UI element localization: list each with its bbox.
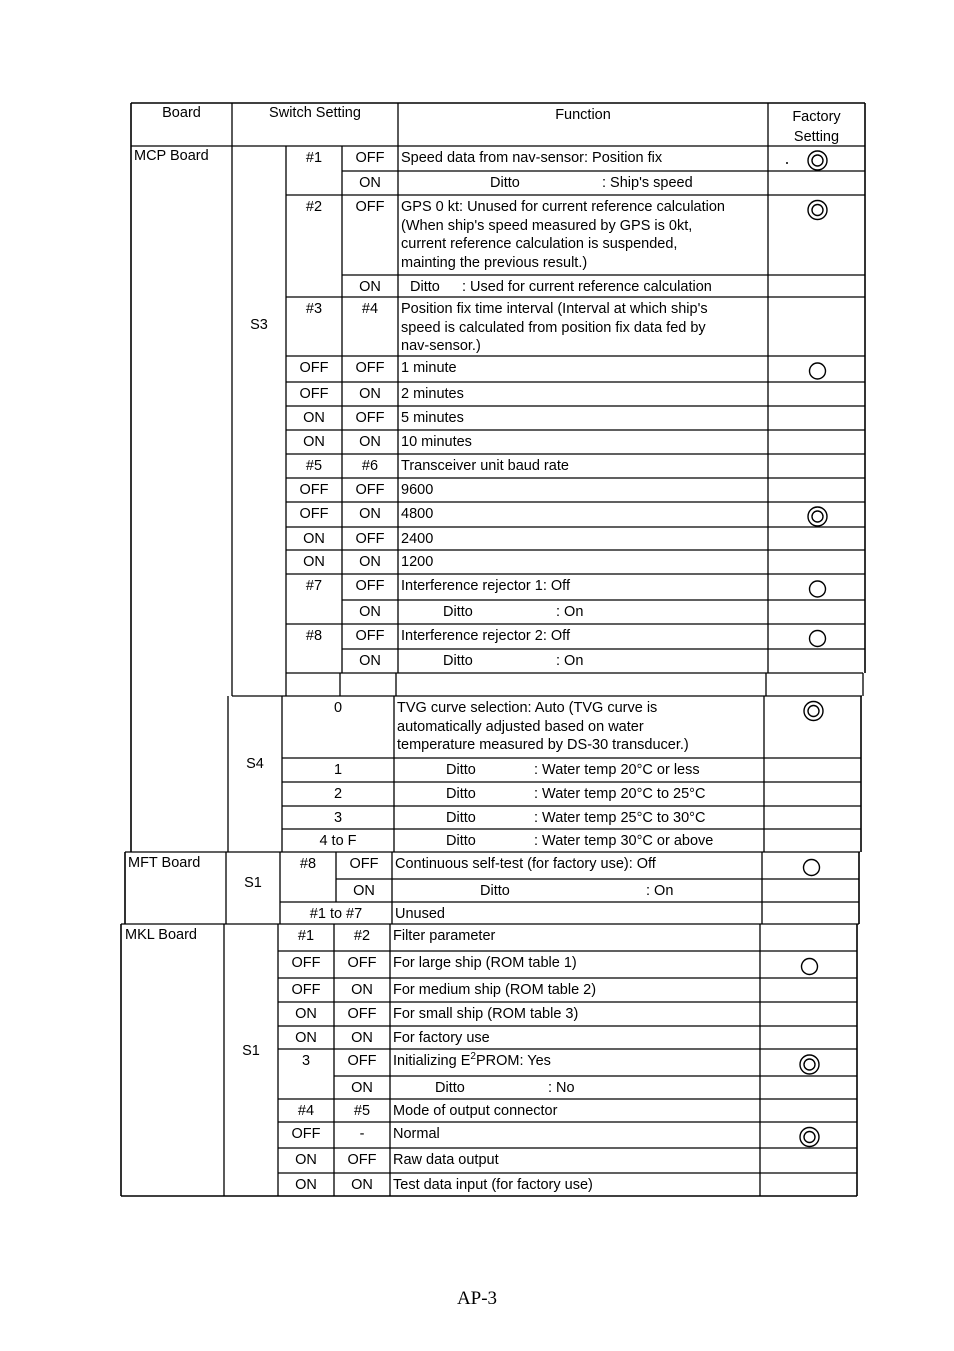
table-row-mkl5-switch-b: ON <box>351 1030 373 1046</box>
table-row-mkl2-function: For large ship (ROM table 1) <box>393 955 577 971</box>
table-row-r2-function-value: : Ship's speed <box>602 175 693 191</box>
table-row-r11-switch-a: OFF <box>299 482 329 498</box>
table-row-mkl10-switch-a: ON <box>295 1152 317 1168</box>
table-row-mft2-function-value: : On <box>646 883 674 899</box>
table-row-s4_3-switch: 3 <box>333 810 343 826</box>
table-row-mkl9-switch-b: - <box>359 1126 365 1142</box>
table-row-r14-function: 1200 <box>401 554 434 570</box>
table-row-s4_0-function-line-2: temperature measured by DS-30 transducer.) <box>397 737 689 753</box>
table-row-r4-function-ditto: Ditto <box>410 279 440 295</box>
table-row-r6-function: 1 minute <box>401 360 457 376</box>
table-row-s4_2-function-ditto: Ditto <box>446 786 476 802</box>
header-switch-setting: Switch Setting <box>269 105 361 121</box>
table-row-r18-function-ditto: Ditto <box>443 653 473 669</box>
table-row-r15-function: Interference rejector 1: Off <box>401 578 570 594</box>
table-row-mkl10-function: Raw data output <box>393 1152 499 1168</box>
table-row-s4_3-function-ditto: Ditto <box>446 810 476 826</box>
table-row-r9-switch-a: ON <box>303 434 325 450</box>
table-row-mkl5-switch-a: ON <box>295 1030 317 1046</box>
header-setting: Setting <box>793 129 840 145</box>
table-row-mkl1-function: Filter parameter <box>393 928 496 944</box>
switch-s1-mft-label: S1 <box>244 875 262 891</box>
switch-s3-label: S3 <box>250 317 268 333</box>
table-row-r1-switch-a: #1 <box>305 150 323 166</box>
table-row-mkl5-function: For factory use <box>393 1030 490 1046</box>
table-row-s4_0-factory-mark-double-circle-icon <box>804 702 823 721</box>
table-row-r10-switch-b: #6 <box>361 458 379 474</box>
table-row-r14-switch-a: ON <box>303 554 325 570</box>
table-row-s4_4-switch: 4 to F <box>319 833 357 849</box>
table-row-mkl6-switch-a: 3 <box>301 1053 311 1069</box>
table-row-mkl9-factory-mark-double-circle-icon <box>800 1128 819 1147</box>
table-row-r17-switch-b: OFF <box>355 628 385 644</box>
table-row-r18-switch-b: ON <box>359 653 381 669</box>
table-row-mkl2-switch-a: OFF <box>291 955 321 971</box>
table-row-r1-function: Speed data from nav-sensor: Position fix <box>401 150 663 166</box>
table-row-r17-factory-mark-circle-icon <box>810 631 826 647</box>
table-row-r13-switch-a: ON <box>303 531 325 547</box>
table-row-r5-function-line-1: speed is calculated from position fix data fed by <box>401 319 706 336</box>
table-row-s4_1-function-value: : Water temp 20°C or less <box>534 762 700 778</box>
table-row-mkl7-switch-b: ON <box>351 1080 373 1096</box>
table-row-r15-switch-a: #7 <box>305 578 323 594</box>
table-row-r12-factory-mark-double-circle-icon <box>808 507 827 526</box>
table-row-mkl7-function-value: : No <box>548 1080 575 1096</box>
board-mcp-label: MCP Board <box>134 148 209 164</box>
table-row-mft1-switch-a: #8 <box>299 856 317 872</box>
table-row-r3-switch-a: #2 <box>305 199 323 215</box>
table-row-mft2-function-ditto: Ditto <box>480 883 510 899</box>
table-row-r16-function-value: : On <box>556 604 584 620</box>
table-row-mkl10-switch-b: OFF <box>347 1152 377 1168</box>
table-row-mft1-switch-b: OFF <box>349 856 379 872</box>
table-row-r17-switch-a: #8 <box>305 628 323 644</box>
table-row-mkl3-switch-a: OFF <box>291 982 321 998</box>
table-row-r3-function-line-0: GPS 0 kt: Unused for current reference calculation <box>401 199 725 215</box>
table-row-mft1-factory-mark-circle-icon <box>804 860 820 876</box>
table-row-r6-switch-b: OFF <box>355 360 385 376</box>
table-row-s4_0-function-line-1: automatically adjusted based on water <box>397 718 644 735</box>
table-row-mkl11-switch-a: ON <box>295 1177 317 1193</box>
table-row-r18-function-value: : On <box>556 653 584 669</box>
table-row-r12-switch-b: ON <box>359 506 381 522</box>
table-row-r6-factory-mark-circle-icon <box>810 363 826 379</box>
header-function: Function <box>555 107 611 123</box>
table-row-r13-function: 2400 <box>401 531 434 547</box>
table-row-mkl4-function: For small ship (ROM table 3) <box>393 1006 579 1022</box>
table-row-r5-function-line-2: nav-sensor.) <box>401 338 481 354</box>
table-row-mft1-function: Continuous self-test (for factory use): Off <box>395 856 656 872</box>
table-row-mkl7-function-ditto: Ditto <box>435 1080 465 1096</box>
table-row-r15-factory-mark-circle-icon <box>810 581 826 597</box>
table-row-mft3-function: Unused <box>395 906 445 922</box>
table-row-s4_3-function-value: : Water temp 25°C to 30°C <box>534 810 706 826</box>
table-row-mkl2-switch-b: OFF <box>347 955 377 971</box>
table-row-r4-switch-b: ON <box>359 279 381 295</box>
table-row-r3-function-line-1: (When ship's speed measured by GPS is 0kt, <box>401 217 693 234</box>
table-row-r8-switch-a: ON <box>303 410 325 426</box>
table-row-r11-function: 9600 <box>401 482 434 498</box>
table-row-r7-function: 2 minutes <box>401 386 464 402</box>
table-row-mkl3-function: For medium ship (ROM table 2) <box>393 982 597 998</box>
table-row-r5-switch-a: #3 <box>305 301 323 317</box>
scan-dot <box>786 162 788 164</box>
table-row-s4_2-switch: 2 <box>333 786 343 802</box>
table-row-s4_4-function-ditto: Ditto <box>446 833 476 849</box>
table-row-mkl6-switch-b: OFF <box>347 1053 377 1069</box>
header-factory: Factory <box>792 109 841 125</box>
table-row-r9-function: 10 minutes <box>401 434 472 450</box>
table-row-mkl3-switch-b: ON <box>351 982 373 998</box>
table-row-mkl2-factory-mark-circle-icon <box>802 959 818 975</box>
table-row-r10-switch-a: #5 <box>305 458 323 474</box>
table-row-r6-switch-a: OFF <box>299 360 329 376</box>
table-row-s4_2-function-value: : Water temp 20°C to 25°C <box>534 786 706 802</box>
board-mkl-label: MKL Board <box>125 927 197 943</box>
table-row-mkl8-switch-b: #5 <box>353 1103 371 1119</box>
table-row-s4_0-switch: 0 <box>333 700 343 716</box>
table-row-r16-function-ditto: Ditto <box>443 604 473 620</box>
table-row-s4_1-switch: 1 <box>333 762 343 778</box>
table-row-r3-function-line-2: current reference calculation is suspended, <box>401 236 678 252</box>
table-row-mkl8-function: Mode of output connector <box>393 1103 558 1119</box>
table-row-r14-switch-b: ON <box>359 554 381 570</box>
table-row-r15-switch-b: OFF <box>355 578 385 594</box>
page-number: AP-3 <box>456 1288 498 1309</box>
table-row-r5-function-line-0: Position fix time interval (Interval at which ship's <box>401 301 708 317</box>
table-row-mkl6-function <box>393 1052 551 1070</box>
table-row-mkl11-switch-b: ON <box>351 1177 373 1193</box>
table-row-r2-switch-b: ON <box>359 175 381 191</box>
table-row-mft3-switch: #1 to #7 <box>309 906 363 922</box>
table-row-r4-function-value: : Used for current reference calculation <box>462 279 712 295</box>
table-row-mkl1-switch-b: #2 <box>353 928 371 944</box>
table-row-r8-function: 5 minutes <box>401 410 464 426</box>
table-row-r7-switch-b: ON <box>359 386 381 402</box>
switch-s1-mkl-label: S1 <box>242 1043 260 1059</box>
board-mft-label: MFT Board <box>128 855 201 871</box>
table-row-r10-function: Transceiver unit baud rate <box>401 458 569 474</box>
function-text-pre: Initializing E <box>393 1053 471 1069</box>
table-row-mkl11-function: Test data input (for factory use) <box>393 1177 593 1193</box>
switch-s4-label: S4 <box>246 756 264 772</box>
table-row-mkl9-switch-a: OFF <box>291 1126 321 1142</box>
table-row-mkl6-factory-mark-double-circle-icon <box>800 1055 819 1074</box>
table-row-r9-switch-b: ON <box>359 434 381 450</box>
table-row-mft2-switch-b: ON <box>353 883 375 899</box>
table-row-r2-function-ditto: Ditto <box>490 175 520 191</box>
table-row-r12-function: 4800 <box>401 506 434 522</box>
table-row-r13-switch-b: OFF <box>355 531 385 547</box>
table-row-r12-switch-a: OFF <box>299 506 329 522</box>
table-row-r1-factory-mark-double-circle-icon <box>808 151 827 170</box>
table-row-r3-factory-mark-double-circle-icon <box>808 201 827 220</box>
table-row-r8-switch-b: OFF <box>355 410 385 426</box>
table-row-s4_4-function-value: : Water temp 30°C or above <box>534 833 714 849</box>
table-row-r3-switch-b: OFF <box>355 199 385 215</box>
table-row-s4_0-function-line-0: TVG curve selection: Auto (TVG curve is <box>397 700 658 716</box>
header-board: Board <box>162 105 201 121</box>
table-row-r5-switch-b: #4 <box>361 301 379 317</box>
table-row-mkl9-function: Normal <box>393 1126 440 1142</box>
table-row-mkl4-switch-b: OFF <box>347 1006 377 1022</box>
table-row-mkl1-switch-a: #1 <box>297 928 315 944</box>
table-row-mkl8-switch-a: #4 <box>297 1103 315 1119</box>
table-row-s4_1-function-ditto: Ditto <box>446 762 476 778</box>
table-row-r11-switch-b: OFF <box>355 482 385 498</box>
table-row-r16-switch-b: ON <box>359 604 381 620</box>
function-text-post: PROM: Yes <box>475 1053 551 1069</box>
table-row-mkl4-switch-a: ON <box>295 1006 317 1022</box>
table-row-r1-switch-b: OFF <box>355 150 385 166</box>
table-row-r17-function: Interference rejector 2: Off <box>401 628 570 644</box>
table-row-r3-function-line-3: mainting the previous result.) <box>401 254 588 271</box>
table-row-r7-switch-a: OFF <box>299 386 329 402</box>
function-text-superscript: 2 <box>470 1051 476 1063</box>
